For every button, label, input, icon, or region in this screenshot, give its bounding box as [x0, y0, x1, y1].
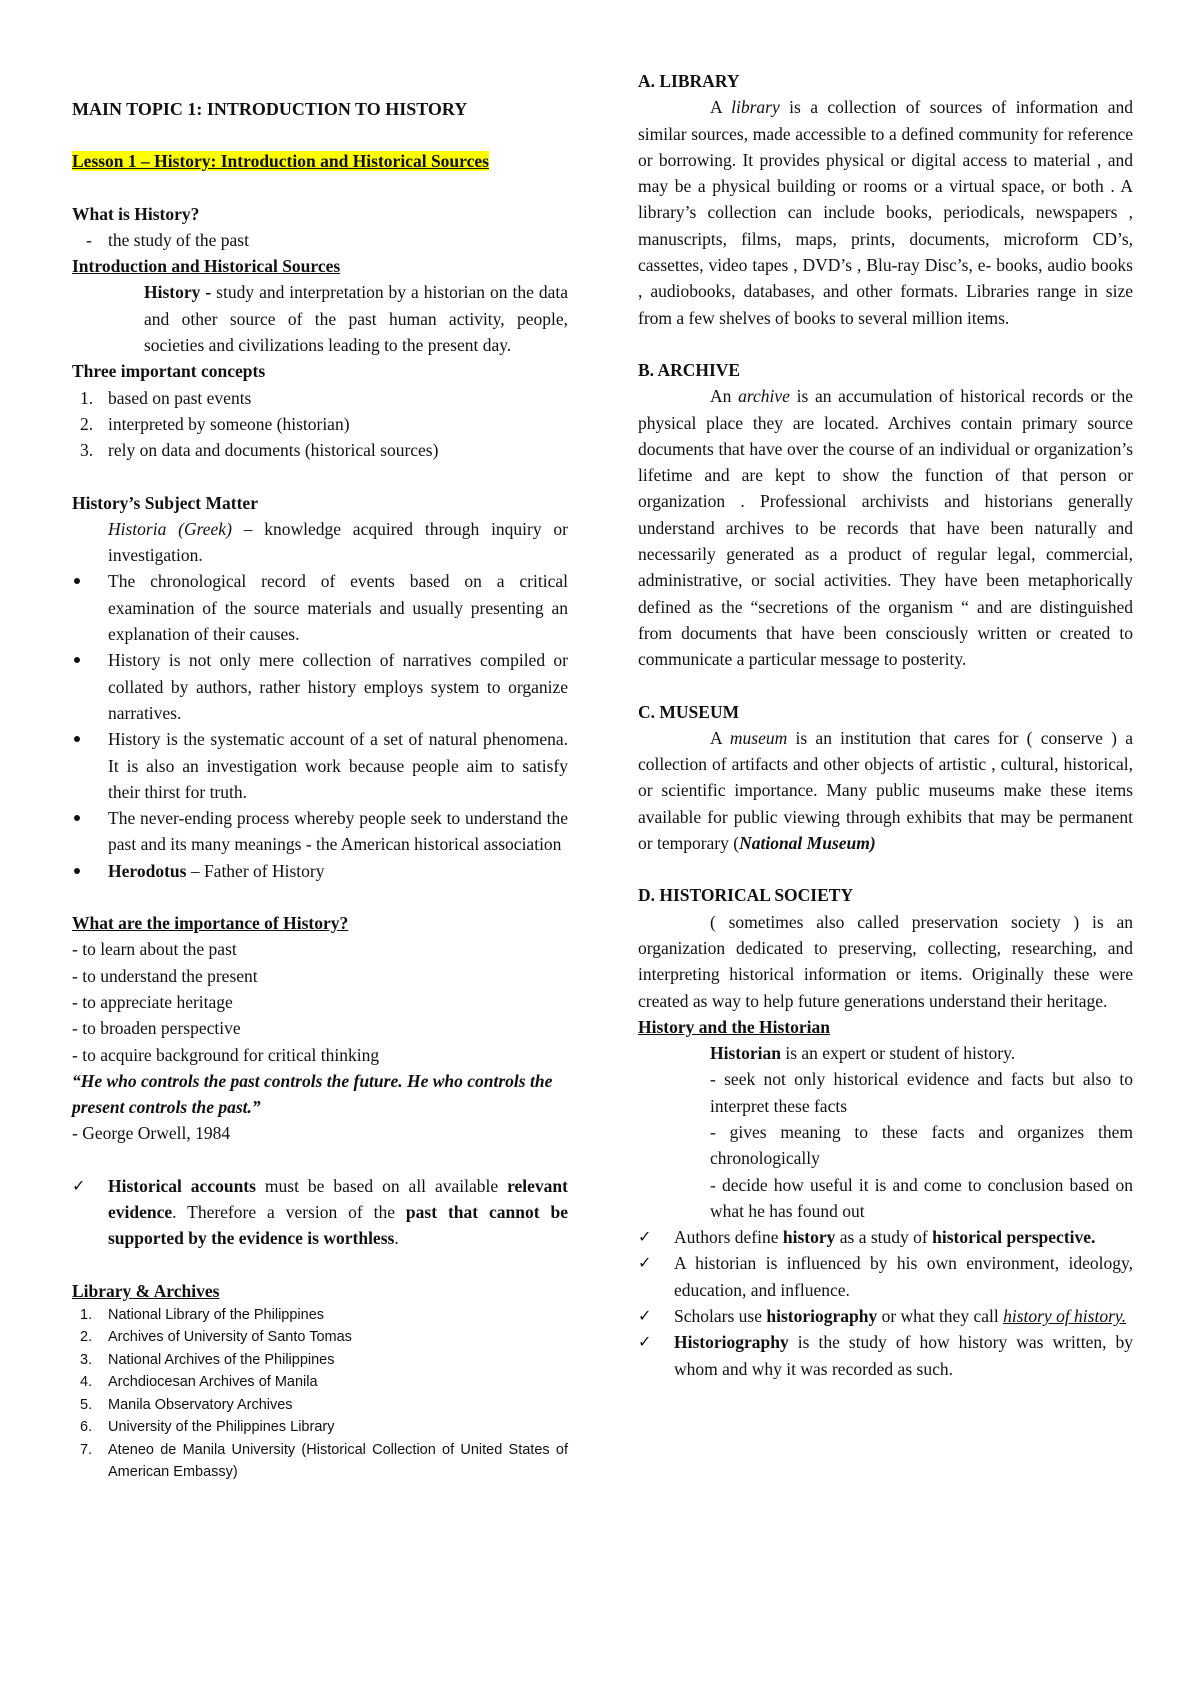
museum-paragraph: A museum is an institution that cares for ( conserve ) a collection of artifacts and other objects of artistic , cultural, historical, or scientific importance. Many public museums make these items available for public viewing through exhibits that may be permanent or temporary (National Museum): [638, 727, 1133, 854]
list-item: 4. Archdiocesan Archives of Manila: [80, 1374, 318, 1391]
archive-paragraph: An archive is an accumulation of historical records or the physical place they are located. Archives contain primary source documents that have over the course of an individual or organization’s lifetime and are kept to show the function of that person or organization . Professional archivists and historians generally understand archives to be records that have been naturally and necessarily generated as a product of regular legal, commercial, administrative, or social activities. They have been metaphorically defined as the “secretions of the organism “ and are distinguished from documents that have been consciously written or created to communicate a particular message to posterity.: [638, 386, 1133, 670]
historical-society-heading: D. HISTORICAL SOCIETY: [638, 885, 854, 906]
list-item: 2. interpreted by someone (historian): [80, 413, 350, 434]
importance-item: - to broaden perspective: [72, 1018, 241, 1039]
list-item: History is the systematic account of a set of natural phenomena. It is also an investigation work because people aim to satisfy their thirst for truth.: [108, 729, 568, 802]
list-item: ✓ Historiography is the study of how history was written, by whom and why it was recorded as such.: [638, 1329, 1133, 1382]
checkmark-icon: ✓: [638, 1306, 652, 1326]
concepts-heading: Three important concepts: [72, 361, 266, 382]
historian-point: - gives meaning to these facts and organizes them chronologically: [710, 1121, 1133, 1169]
list-item: - the study of the past: [86, 229, 249, 250]
evidence-checklist: [72, 1173, 568, 1252]
list-item: History is not only mere collection of narratives compiled or collated by authors, rather history employs system to organize narratives.: [108, 650, 568, 723]
history-definition: History - study and interpretation by a historian on the data and other source of the past human activity, people, societies and civilizations leading to the present day.: [144, 282, 568, 356]
list-item: 1. based on past events: [80, 387, 252, 408]
list-item: Herodotus – Father of History: [108, 860, 325, 881]
checkmark-icon: ✓: [72, 1175, 86, 1195]
history-bullets: [72, 568, 568, 884]
list-item: 3. rely on data and documents (historical sources): [80, 440, 439, 461]
list-item: 1. National Library of the Philippines: [80, 1306, 325, 1323]
orwell-quote: “He who controls the past controls the future. He who controls the present controls the past.”: [72, 1070, 553, 1118]
importance-item: - to understand the present: [72, 965, 258, 986]
historian-checklist: [638, 1224, 1133, 1382]
quote-author: - George Orwell, 1984: [72, 1123, 231, 1144]
list-item: ✓ Scholars use historiography or what they call history of history.: [638, 1303, 1133, 1329]
checkmark-icon: ✓: [638, 1227, 652, 1247]
intro-heading: Introduction and Historical Sources: [72, 256, 341, 277]
historian-point: - seek not only historical evidence and facts but also to interpret these facts: [710, 1069, 1133, 1116]
list-item: 6. University of the Philippines Library: [80, 1419, 335, 1436]
libraries-list: [72, 1304, 568, 1484]
list-item: ✓ Authors define history as a study of historical perspective.: [638, 1224, 1133, 1250]
historia-definition: Historia (Greek) – knowledge acquired through inquiry or investigation.: [108, 518, 568, 566]
library-heading: A. LIBRARY: [638, 71, 740, 91]
list-item: 7. Ateneo de Manila University (Historical Collection of United States of American Embassy): [80, 1441, 568, 1481]
importance-heading: What are the importance of History?: [72, 913, 349, 934]
importance-item: - to acquire background for critical thinking: [72, 1044, 380, 1065]
list-item: 5. Manila Observatory Archives: [80, 1396, 293, 1413]
museum-heading: C. MUSEUM: [638, 701, 740, 722]
list-item: ✓ Historical accounts must be based on all available relevant evidence. Therefore a version of the past that cannot be supported by the evidence is worthless.: [72, 1173, 568, 1252]
library-paragraph: A library is a collection of sources of information and similar sources, made accessible to a defined community for reference or borrowing. It provides physical or digital access to material , and may be a physical building or rooms or a virtual space, or both . A library’s collection can include books, periodicals, newspapers , manuscripts, films, maps, prints, documents, microform CD’s, cassettes, video tapes , DVD’s , Blu-ray Disc’s, e- books, audio books , audiobooks, databases, and other formats. Libraries range in size from a few shelves of books to several million items.: [638, 97, 1133, 328]
history-historian-heading: History and the Historian: [638, 1016, 831, 1037]
checkmark-icon: ✓: [638, 1253, 652, 1273]
what-is-history-heading: What is History?: [72, 203, 200, 224]
checkmark-icon: ✓: [638, 1332, 652, 1352]
list-item: 2. Archives of University of Santo Tomas: [80, 1329, 352, 1346]
right-column: [638, 68, 1133, 1382]
library-archives-heading: Library & Archives: [72, 1280, 220, 1301]
list-item: ✓ A historian is influenced by his own environment, ideology, education, and influence.: [638, 1250, 1133, 1303]
main-topic-title: MAIN TOPIC 1: INTRODUCTION TO HISTORY: [72, 99, 468, 119]
left-column: [72, 68, 568, 1484]
historian-point: - decide how useful it is and come to conclusion based on what he has found out: [710, 1174, 1133, 1221]
list-item: 3. National Archives of the Philippines: [80, 1351, 335, 1368]
historical-society-paragraph: ( sometimes also called preservation society ) is an organization dedicated to preserving, collecting, researching, and interpreting historical information or items. Originally these were created as way to help future generations understand their heritage.: [638, 911, 1133, 1011]
importance-item: - to appreciate heritage: [72, 991, 233, 1012]
concepts-list: [72, 385, 568, 464]
list-item: The never-ending process whereby people seek to understand the past and its many meanings - the American historical association: [108, 808, 568, 855]
importance-item: - to learn about the past: [72, 939, 237, 960]
archive-heading: B. ARCHIVE: [638, 359, 741, 380]
historian-definition: Historian is an expert or student of history.: [710, 1043, 1016, 1064]
what-is-history-list: [72, 227, 568, 253]
list-item: The chronological record of events based on a critical examination of the source materials and usually presenting an explanation of their causes.: [108, 571, 568, 645]
lesson-title: Lesson 1 – History: Introduction and Historical Sources: [72, 151, 489, 172]
subject-matter-heading: History’s Subject Matter: [72, 492, 258, 513]
